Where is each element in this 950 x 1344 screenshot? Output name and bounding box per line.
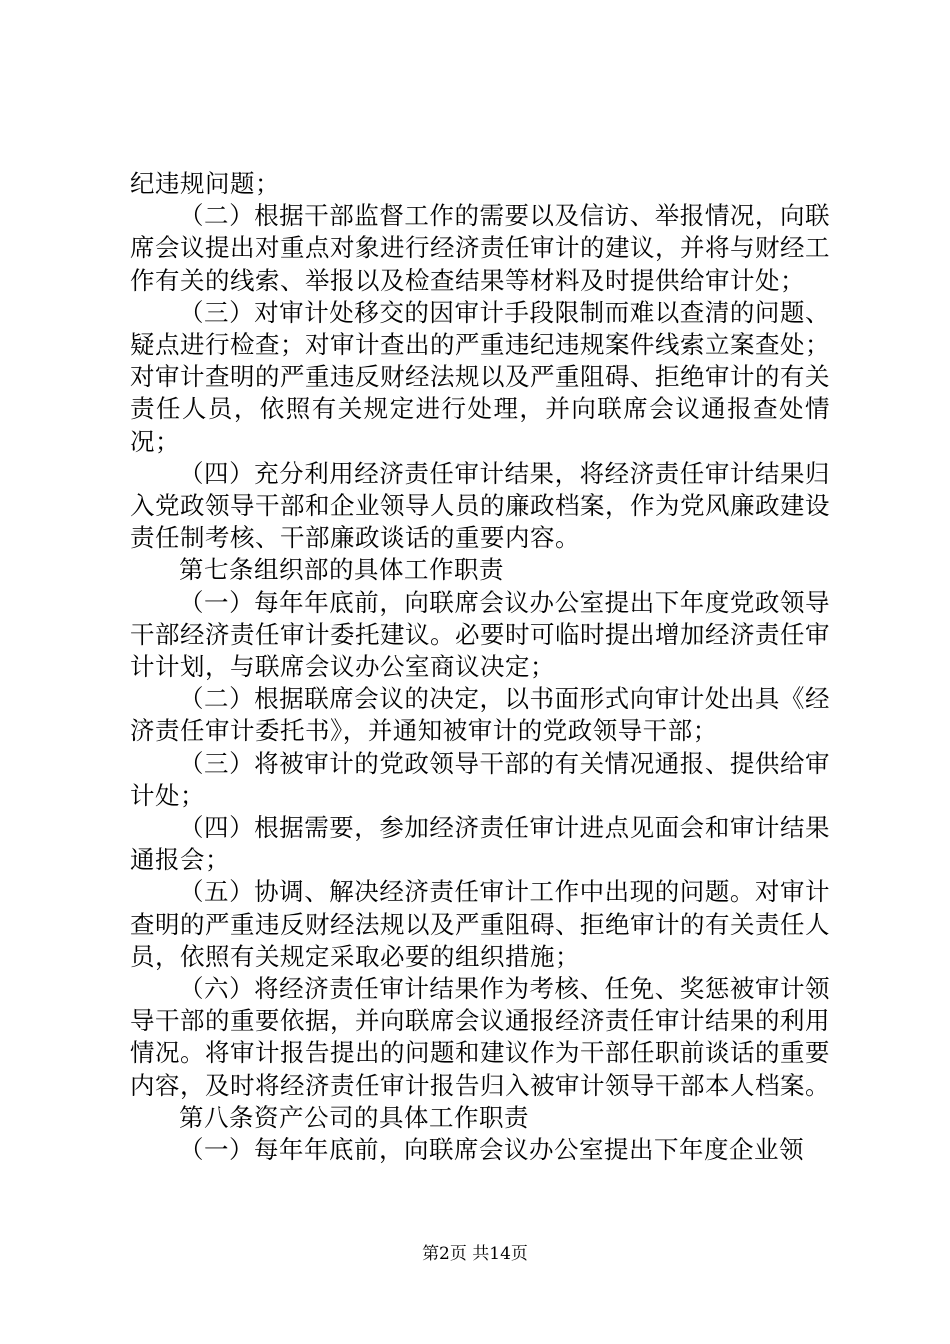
article-8-item-1: （一）每年年底前，向联席会议办公室提出下年度企业领 [179, 1135, 804, 1165]
article-7-item-5: （五）协调、解决经济责任审计工作中出现的问题。对审计查明的严重违反财经法规以及严重阻碍、拒绝审计的有关责任人员，依照有关规定采取必要的组织措施； [130, 877, 830, 971]
article-7-heading: 第七条组织部的具体工作职责 [179, 555, 504, 585]
article-7-item-4: （四）根据需要，参加经济责任审计进点见面会和审计结果通报会； [130, 813, 830, 875]
paragraph-item-4: （四）充分利用经济责任审计结果，将经济责任审计结果归入党政领导干部和企业领导人员的廉政档案，作为党风廉政建设责任制考核、干部廉政谈话的重要内容。 [130, 458, 830, 553]
paragraph-item-2: （二）根据干部监督工作的需要以及信访、举报情况，向联席会议提出对重点对象进行经济责任审计的建议，并将与财经工作有关的线索、举报以及检查结果等材料及时提供给审计处； [130, 201, 830, 295]
article-7-item-1: （一）每年年底前，向联席会议办公室提出下年度党政领导干部经济责任审计委托建议。必要时可临时提出增加经济责任审计计划，与联席会议办公室商议决定； [130, 587, 830, 682]
paragraph-continuation: 纪违规问题； [130, 169, 280, 198]
page-number-footer: 第2页 共14页 [422, 1244, 528, 1264]
document-body [130, 168, 830, 1166]
article-8-heading: 第八条资产公司的具体工作职责 [179, 1102, 529, 1132]
article-7-item-6: （六）将经济责任审计结果作为考核、任免、奖惩被审计领导干部的重要依据，并向联席会议通报经济责任审计结果的利用情况。将审计报告提出的问题和建议作为干部任职前谈话的重要内容，及时将经济责任审计报告归入被审计领导干部本人档案。 [130, 974, 830, 1100]
paragraph-item-3: （三）对审计处移交的因审计手段限制而难以查清的问题、疑点进行检查；对审计查出的严重违纪违规案件线索立案查处；对审计查明的严重违反财经法规以及严重阻碍、拒绝审计的有关责任人员，依照有关规定进行处理，并向联席会议通报查处情况； [130, 297, 830, 456]
article-7-item-3: （三）将被审计的党政领导干部的有关情况通报、提供给审计处； [130, 748, 830, 810]
article-7-item-2: （二）根据联席会议的决定，以书面形式向审计处出具《经济责任审计委托书》，并通知被审计的党政领导干部； [130, 684, 830, 746]
